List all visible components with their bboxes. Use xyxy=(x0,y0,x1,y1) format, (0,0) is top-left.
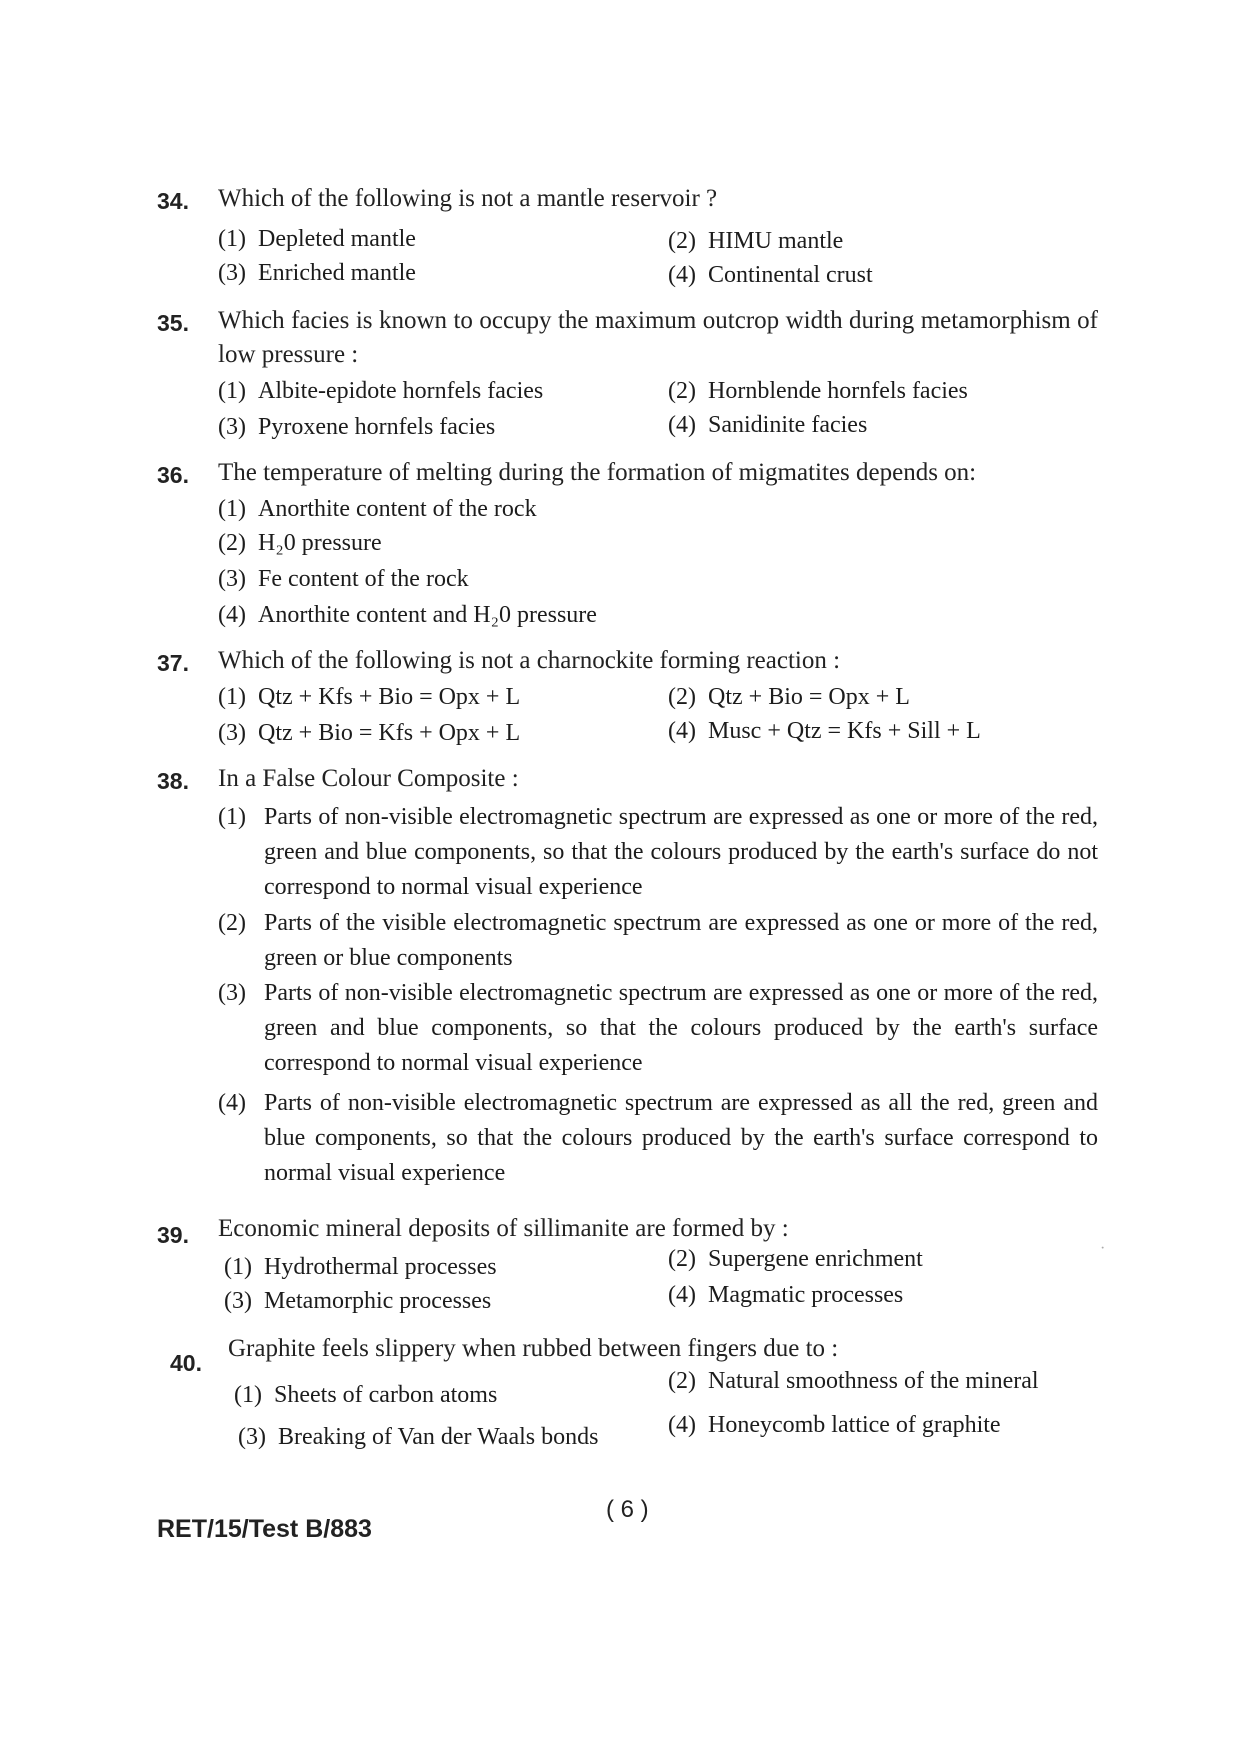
option-1: (1) Sheets of carbon atoms xyxy=(234,1382,498,1408)
question-text: Which of the following is not a charnockite forming reaction : xyxy=(218,647,841,674)
question-text: Which facies is known to occupy the maximum outcrop width during metamorphism of low pressure : xyxy=(218,307,1098,368)
option-4: (4) Anorthite content and H₂0 pressure xyxy=(218,602,597,628)
option-2: (2) Supergene enrichment xyxy=(668,1246,923,1272)
option-3: (3) Pyroxene hornfels facies xyxy=(218,414,496,440)
question-number: 34. xyxy=(157,188,189,214)
question-number: 35. xyxy=(157,310,189,336)
question-text: In a False Colour Composite : xyxy=(218,765,519,792)
question-number: 37. xyxy=(157,650,189,676)
paper-code: RET/15/Test B/883 xyxy=(157,1515,372,1543)
option-1: (1) Qtz + Kfs + Bio = Opx + L xyxy=(218,684,521,710)
option-3: (3) Metamorphic processes xyxy=(224,1288,492,1314)
option-1: (1) Hydrothermal processes xyxy=(224,1254,497,1280)
question-number: 39. xyxy=(157,1222,189,1248)
option-4: (4) Magmatic processes xyxy=(668,1282,904,1308)
question-number: 38. xyxy=(157,768,189,794)
question-text: The temperature of melting during the formation of migmatites depends on: xyxy=(218,459,977,486)
option-2: (2) Natural smoothness of the mineral xyxy=(668,1368,1039,1394)
option-1: (1) Depleted mantle xyxy=(218,226,416,252)
option-3: (3) Qtz + Bio = Kfs + Opx + L xyxy=(218,720,521,746)
option-3: (3) Parts of non-visible electromagnetic spectrum are expressed as one or more of the red, green and blue components, so that the colours produced by the earth's surface correspond to normal visual experience xyxy=(218,980,1098,1076)
option-4: (4) Musc + Qtz = Kfs + Sill + L xyxy=(668,718,981,744)
option-4: (4) Continental crust xyxy=(668,262,873,288)
option-2: (2) Parts of the visible electromagnetic spectrum are expressed as one or more of the red, green or blue components xyxy=(218,910,1098,971)
option-1: (1) Anorthite content of the rock xyxy=(218,496,537,522)
option-4: (4) Sanidinite facies xyxy=(668,412,868,438)
option-3: (3) Breaking of Van der Waals bonds xyxy=(238,1424,599,1450)
option-3: (3) Fe content of the rock xyxy=(218,566,469,592)
question-text: Economic mineral deposits of sillimanite are formed by : xyxy=(218,1215,789,1242)
option-2: (2) Qtz + Bio = Opx + L xyxy=(668,684,910,710)
page-number: ( 6 ) xyxy=(606,1496,649,1523)
option-1: (1) Albite-epidote hornfels facies xyxy=(218,378,544,404)
scan-speck: · xyxy=(1100,1240,1106,1257)
question-text: Graphite feels slippery when rubbed between fingers due to : xyxy=(228,1335,839,1362)
option-1: (1) Parts of non-visible electromagnetic spectrum are expressed as one or more of the red, green and blue components, so that the colours produced by the earth's surface do not correspond to normal visual experience xyxy=(218,804,1098,900)
question-number: 40. xyxy=(170,1350,202,1376)
option-2: (2) Hornblende hornfels facies xyxy=(668,378,968,404)
option-4: (4) Honeycomb lattice of graphite xyxy=(668,1412,1001,1438)
option-3: (3) Enriched mantle xyxy=(218,260,416,286)
option-2: (2) HIMU mantle xyxy=(668,228,844,254)
option-4: (4) Parts of non-visible electromagnetic spectrum are expressed as all the red, green and blue components, so that the colours produced by the earth's surface correspond to normal visual experience xyxy=(218,1090,1098,1186)
question-number: 36. xyxy=(157,462,189,488)
question-text: Which of the following is not a mantle reservoir ? xyxy=(218,185,718,212)
option-2: (2) H₂0 pressure xyxy=(218,530,382,556)
